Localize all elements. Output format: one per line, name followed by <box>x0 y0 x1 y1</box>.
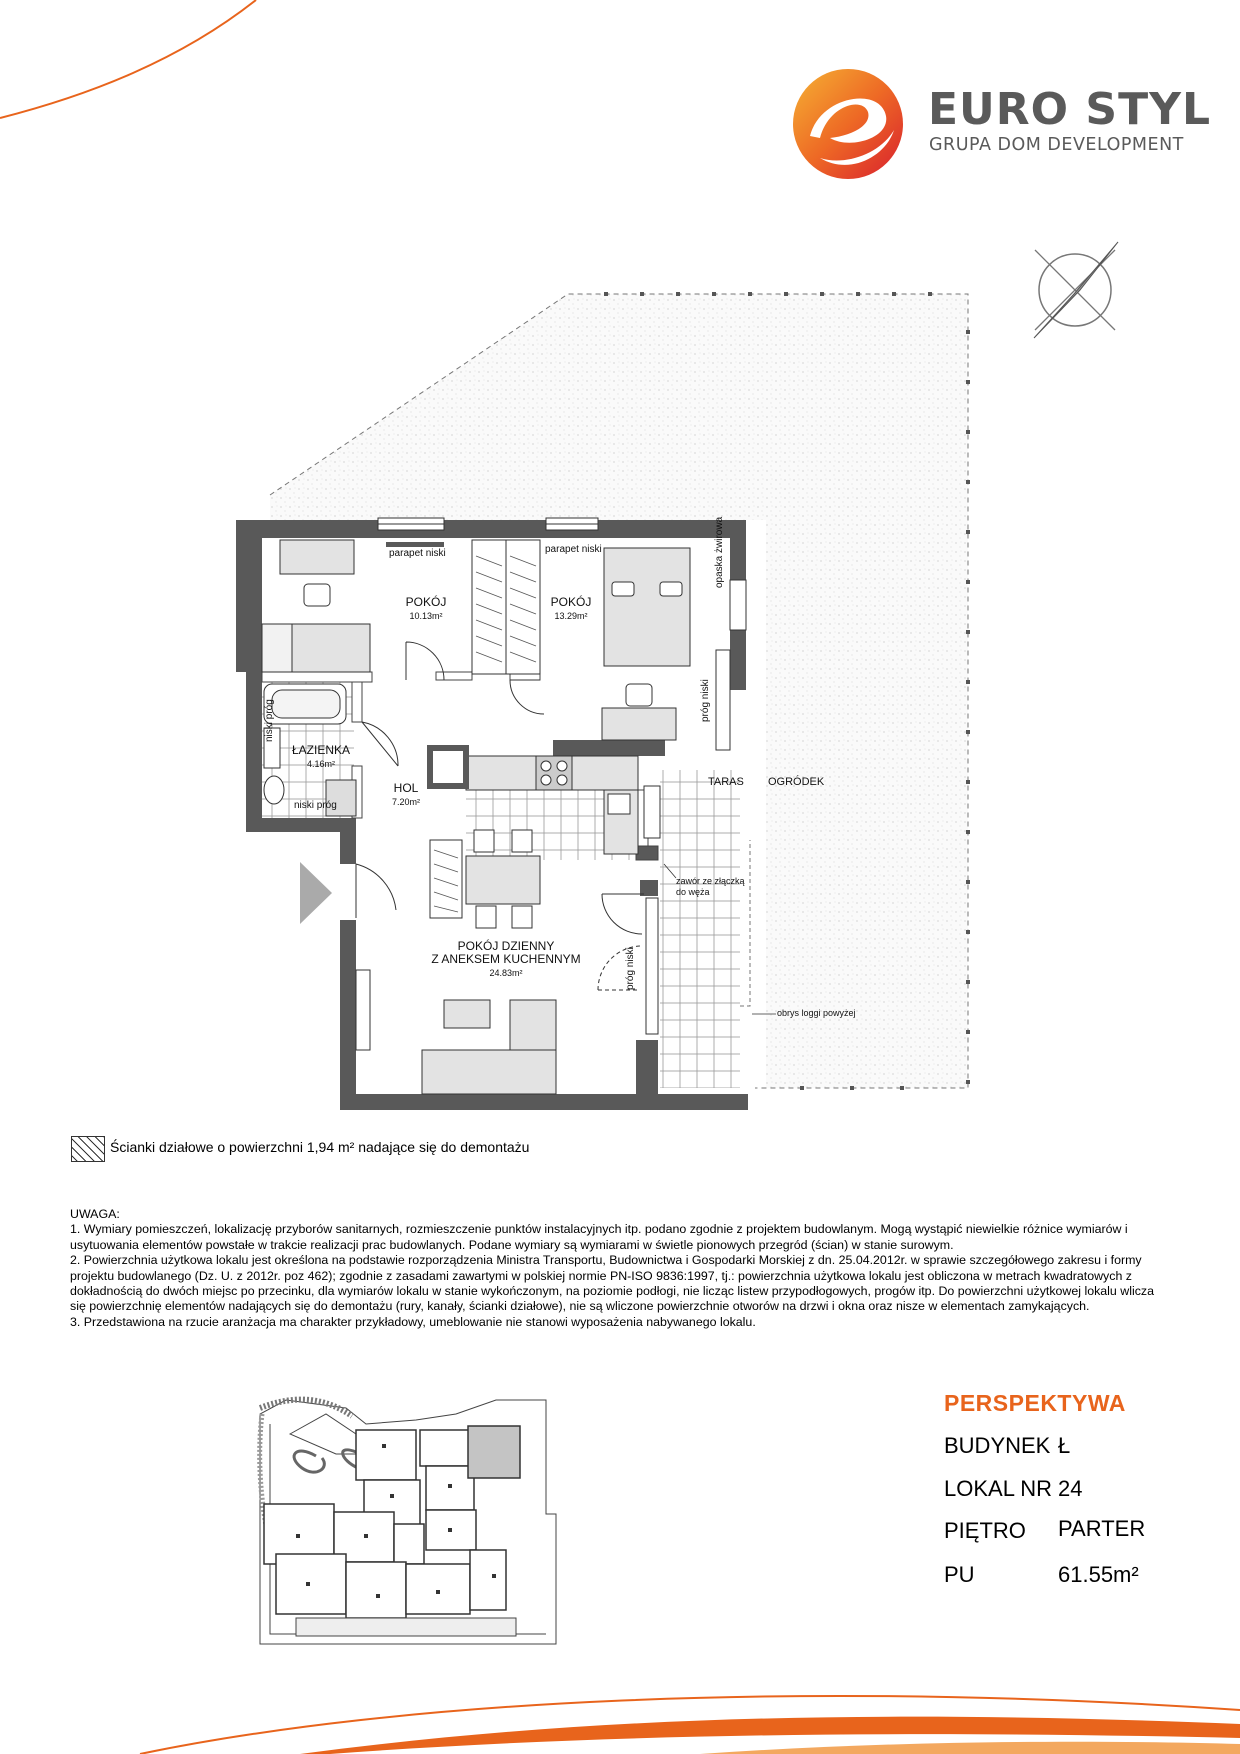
building-key-plan <box>256 1394 576 1664</box>
room-label-bathroom: ŁAZIENKA 4.16m² <box>291 743 351 769</box>
note-opaska: opaska żwirowa <box>714 516 725 588</box>
room-label-hall: HOL 7.20m² <box>391 781 420 807</box>
info-label-building: BUDYNEK <box>944 1433 1051 1458</box>
notes-item-1: 1. Wymiary pomieszczeń, lokalizację przyborów sanitarnych, rozmieszczenie punktów instalacyjnych itp. podano zgodnie z projektem budowlanym. Mogą wystąpić niewielkie różnice wymiarów i usytuowania elementów powstałe w trakcie realizacji prac budowlanych. Podane wymiary są wymiarami w świetle pionowych przegród (ścian) w stanie surowym. <box>70 1222 1128 1252</box>
brand-subtitle: GRUPA DOM DEVELOPMENT <box>929 135 1184 155</box>
note-zawor-2: do węża <box>676 887 710 897</box>
note-prog-3: niski próg <box>264 699 275 742</box>
room-label-bedroom-1: POKÓJ 10.13m² <box>405 595 447 621</box>
note-zawor-1: zawór ze złączką <box>676 876 745 886</box>
label-ogrodek: OGRÓDEK <box>768 776 825 788</box>
info-value-building: Ł <box>1058 1433 1071 1458</box>
brand-name: EURO STYL <box>928 84 1211 135</box>
label-taras: TARAS <box>708 776 744 788</box>
info-label-floor: PIĘTRO <box>944 1518 1026 1543</box>
note-parapet-1: parapet niski <box>389 548 446 559</box>
note-obrys: obrys loggi powyżej <box>777 1008 856 1018</box>
notes-title: UWAGA: <box>70 1207 120 1221</box>
note-parapet-2: parapet niski <box>545 544 602 555</box>
info-value-floor: PARTER <box>1058 1516 1146 1541</box>
legend-hatch-swatch <box>71 1136 105 1162</box>
info-value-unit: 24 <box>1058 1476 1083 1501</box>
note-prog-1: próg niski <box>700 679 711 722</box>
room-label-bedroom-2: POKÓJ 13.29m² <box>550 595 592 621</box>
room-label-living-room: POKÓJ DZIENNY Z ANEKSEM KUCHENNYM 24.83m² <box>431 939 581 978</box>
info-label-unit: LOKAL NR <box>944 1476 1053 1501</box>
note-prog-2: próg niski <box>625 947 636 990</box>
notes-item-2: 2. Powierzchnia użytkowa lokalu jest określona na podstawie rozporządzenia Ministra Transportu, Budownictwa i Gospodarki Morskiej z dn. 25.04.2012r. w sprawie szczegółowego zakresu i formy projektu budowlanego (Dz. U. z 2012r. poz 462); zgodnie z zasadami zawartymi w polskiej normie PN-ISO 9836:1997, tj.: powierzchnia użytkowa lokalu jest obliczona w metrach kwadratowych z dokładnością do dwóch miejsc po przecinku, dla wymiarów lokalu w stanie wykończonym, na poziomie podłogi, nie licząc listew przypodłogowych, progów itp. Do powierzchni użytkowej lokalu wlicza się powierzchnię elementów nadających się do demontażu (rury, kanały, ścianki działowe), nie są wliczone powierzchnie otworów na drzwi i okna oraz nisze w elementach zamykających. <box>70 1253 1154 1314</box>
note-prog-4: niski próg <box>294 800 337 811</box>
legend-text: Ścianki działowe o powierzchni 1,94 m² nadające się do demontażu <box>110 1139 530 1155</box>
notes-block <box>70 1207 1155 1330</box>
decorative-curve-bottom <box>0 1680 1240 1754</box>
perspective-title: PERSPEKTYWA <box>944 1390 1126 1416</box>
notes-item-3: 3. Przedstawiona na rzucie aranżacja ma charakter przykładowy, umeblowanie nie stanowi wyposażenia nabywanego lokalu. <box>70 1314 756 1329</box>
info-value-area: 61.55m² <box>1058 1562 1139 1587</box>
info-label-area: PU <box>944 1562 975 1587</box>
